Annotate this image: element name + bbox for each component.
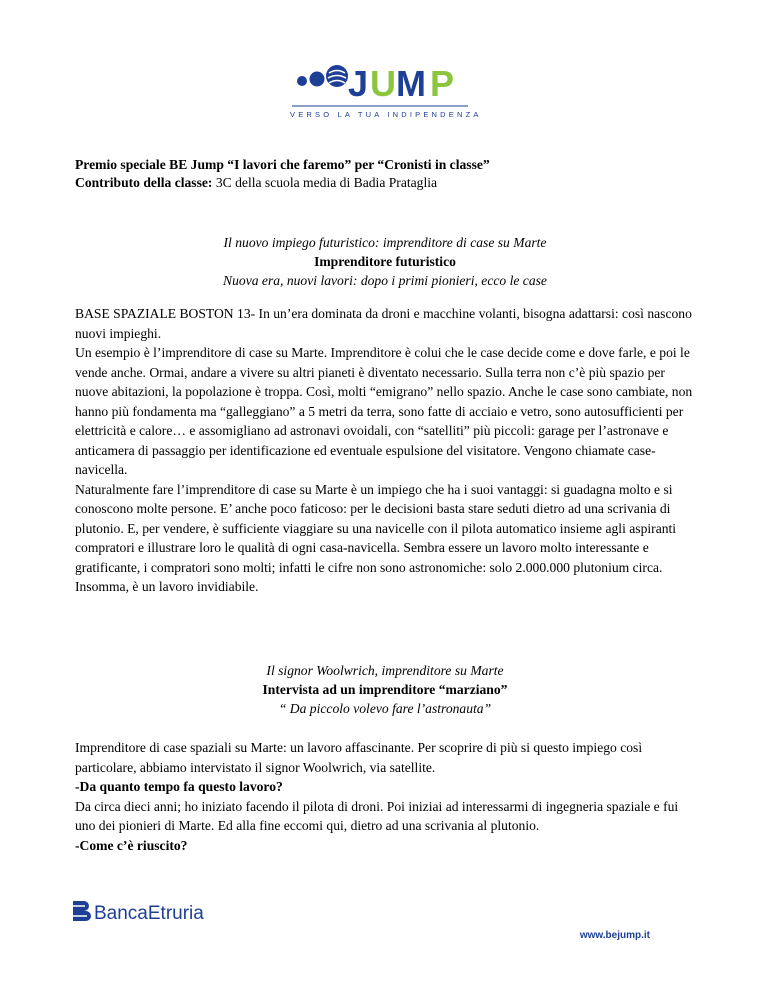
article-1-paragraph: BASE SPAZIALE BOSTON 13- In un’era dominata da droni e macchine volanti, bisogna adattarsi: così nascono nuovi impieghi. [75,306,692,341]
logo-letter-j: J [348,63,369,104]
article-1-titles [75,233,695,290]
article-1-paragraph: Insomma, è un lavoro invidiabile. [75,579,259,594]
logo-letter-p: P [430,63,455,104]
article-2-headline: Intervista ad un imprenditore “marziano” [262,682,508,697]
interview-intro: Imprenditore di case spaziali su Marte: un lavoro affascinante. Per scoprire di più si questo impiego così particolare, abbiamo intervistato il signor Woolwrich, via satellite. [75,740,643,775]
logo-tagline: VERSO LA TUA INDIPENDENZA [290,110,482,119]
footer-url-link[interactable]: www.bejump.it [579,930,650,941]
header-line-1 [75,156,490,174]
interview-question: -Da quanto tempo fa questo lavoro? [75,779,283,794]
logo-letter-u: U [370,63,396,104]
article-1-body [75,304,695,597]
article-1-paragraph: Naturalmente fare l’imprenditore di case su Marte è un impiego che ha i suoi vantaggi: si guadagna molto e si conoscono molte persone. E’ anche poco faticoso: per le decisioni basta stare seduti dietro ad una scrivania di plutonio. E, per vendere, è sufficiente viaggiare su una navicelle con il pilota automatico insieme agli aspiranti compratori e illustrare loro le qualità di ogni casa-navicella. Sembra essere un lavoro molto interessante e gratificante, i compratori sono molti; infatti le cifre non sono astronomiche: solo 2.000.000 plutonium circa. [75,481,677,575]
jump-logo-graphic [290,54,480,110]
logo-dot-small [297,76,307,86]
bancaetruria-logo-graphic [70,896,230,926]
article-2-subhead: “ Da piccolo volevo fare l’astronauta” [278,701,492,716]
document-header [75,156,490,192]
header-line-2 [75,174,490,192]
interview-body [75,738,695,855]
article-1-kicker: Il nuovo impiego futuristico: imprenditore di case su Marte [223,235,547,250]
article-1-paragraph: Un esempio è l’imprenditore di case su Marte. Imprenditore è colui che le case decide come e dove farle, e poi le vende anche. Ormai, andare a vivere su altri pianeti è diventato necessario. Sulla terra non c’è più spazio per nuove abitazioni, la popolazione è troppa. Così, molti “emigrano” nello spazio. Anche le case sono cambiate, non hanno più fondamenta ma “galleggiano” a 5 metri da terra, sono fatte di acciaio e vetro, sono autosufficienti per elettricità e calore… e assomigliano ad astronavi ovoidali, con “satelliti” più piccoli: garage per l’astronave e anticamera di passaggio per identificazione ed eventuale espulsione del visitatore. Vengono chiamate case-navicella. [75,345,693,477]
logo-dot-medium [310,72,325,87]
bancaetruria-logo [70,896,230,931]
header-class-label: Contributo della classe: [75,175,213,190]
header-class-value: 3C della scuola media di Badia Prataglia [212,175,438,190]
logo-letter-m: M [396,63,426,104]
article-1-headline: Imprenditore futuristico [314,254,456,269]
interview-question: -Come c’è riuscito? [75,837,188,853]
article-2-kicker: Il signor Woolwrich, imprenditore su Marte [266,663,504,678]
article-2-titles [75,661,695,718]
interview-answer: Da circa dieci anni; ho iniziato facendo il pilota di droni. Poi iniziai ad interessarmi di ingegneria spaziale e fui uno dei pionieri di Marte. Ed alla fine eccomi qui, dietro ad una scrivania al plutonio. [75,798,679,833]
article-1-subhead: Nuova era, nuovi lavori: dopo i primi pionieri, ecco le case [223,273,547,288]
sponsor-name: BancaEtruria [94,903,204,924]
header-title: Premio speciale BE Jump “I lavori che faremo” per “Cronisti in classe” [75,157,490,172]
